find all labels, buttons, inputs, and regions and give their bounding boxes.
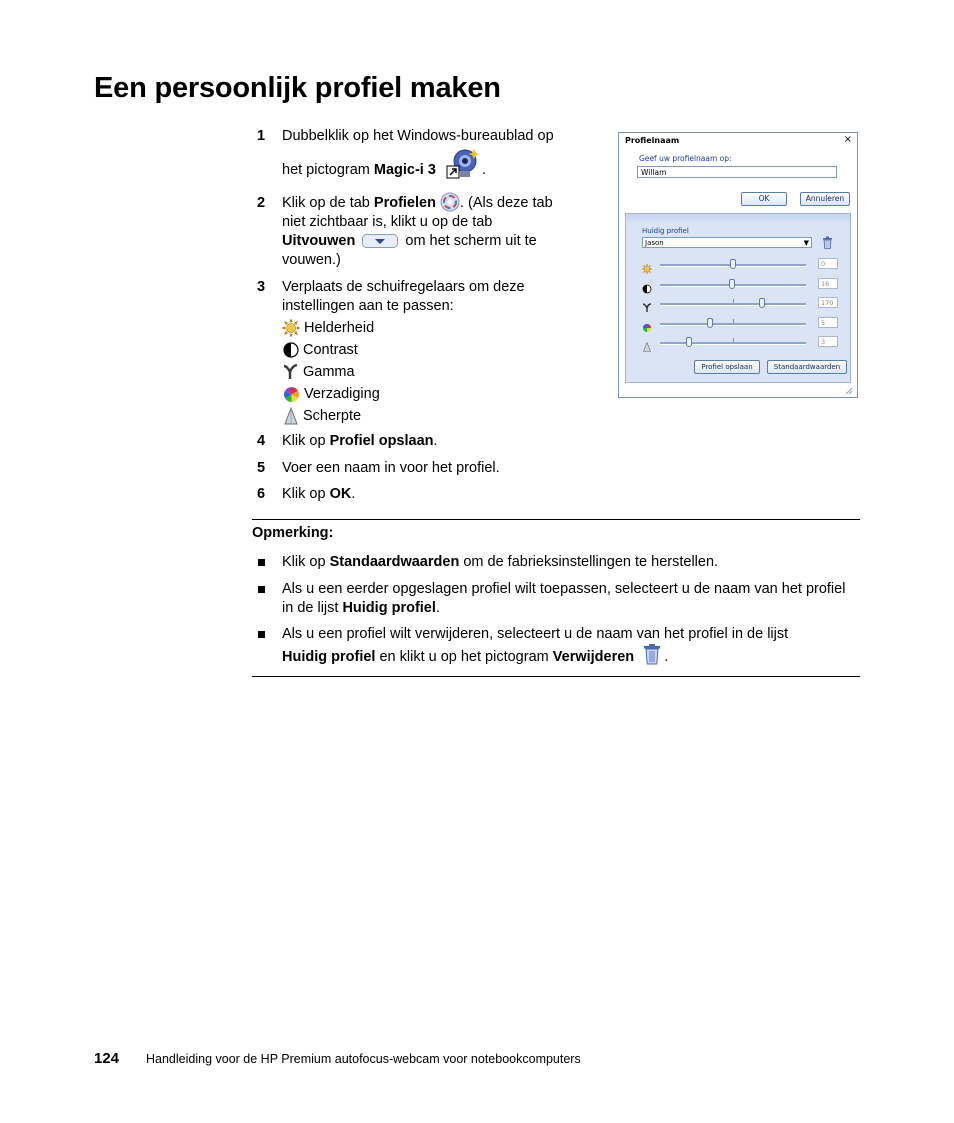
step-1 xyxy=(257,127,597,187)
profile-name-dialog xyxy=(618,132,858,398)
panel-header xyxy=(626,214,850,224)
color-wheel-icon xyxy=(642,318,652,337)
step-4 xyxy=(257,432,597,452)
current-profile-label: Huidig profiel xyxy=(642,227,689,235)
step-number: 2 xyxy=(257,195,266,211)
note-item-defaults: Klik op Standaardwaarden om de fabrieksinstellingen te herstellen. xyxy=(282,553,852,572)
slider-value-sharpness[interactable]: 3 xyxy=(818,336,838,347)
step-text: Voer een naam in voor het profiel. xyxy=(282,460,500,476)
contrast-icon xyxy=(283,342,299,358)
slider-value-saturation[interactable]: 5 xyxy=(818,317,838,328)
note-title: Opmerking: xyxy=(252,525,334,541)
magic-i-webcam-icon xyxy=(446,146,480,180)
dialog-title: Profielnaam xyxy=(625,136,680,145)
slider-row-contrast xyxy=(642,278,847,292)
slider-thumb-saturation[interactable] xyxy=(707,318,713,328)
step-number: 4 xyxy=(257,433,266,449)
profile-name-prompt: Geef uw profielnaam op: xyxy=(639,154,732,163)
delete-trash-icon[interactable] xyxy=(822,236,833,249)
step-3 xyxy=(257,278,597,318)
sharpness-icon xyxy=(283,407,299,425)
page-number: 124 xyxy=(94,1050,120,1067)
slider-thumb-brightness[interactable] xyxy=(730,259,736,269)
step-text: Klik op Profiel opslaan. xyxy=(282,433,438,449)
step-text: Klik op de tab Profielen . (Als deze tab niet zichtbaar is, klikt u op de tab Uitvouwen om het scherm uit te vouwen.) xyxy=(282,194,592,270)
slider-track-sharpness[interactable] xyxy=(660,342,806,345)
resize-grip-icon[interactable] xyxy=(844,386,853,395)
cancel-button[interactable]: Annuleren xyxy=(800,192,850,206)
step-text: Dubbelklik op het Windows-bureaublad op het pictogram Magic-i 3 . xyxy=(282,127,554,180)
sharpness-icon xyxy=(642,337,652,356)
defaults-button[interactable]: Standaardwaarden xyxy=(767,360,847,374)
step-number: 5 xyxy=(257,460,266,476)
sun-icon xyxy=(282,319,300,337)
slider-default-tick xyxy=(733,319,734,323)
setting-contrast: Contrast xyxy=(282,341,358,360)
slider-row-sharpness xyxy=(642,336,847,350)
note-item-delete-profile: Als u een profiel wilt verwijderen, selecteert u de naam van het profiel in de lijst Huidig profiel en klikt u op het pictogram Verwijderen . xyxy=(282,625,852,667)
slider-thumb-sharpness[interactable] xyxy=(686,337,692,347)
slider-thumb-gamma[interactable] xyxy=(759,298,765,308)
profile-name-input[interactable]: Willam xyxy=(637,166,837,178)
slider-track-gamma[interactable] xyxy=(660,303,806,306)
profiles-tab-icon xyxy=(440,192,460,212)
slider-track-saturation[interactable] xyxy=(660,323,806,326)
slider-row-brightness xyxy=(642,258,847,272)
close-icon[interactable]: × xyxy=(843,134,852,145)
color-wheel-icon xyxy=(283,386,300,403)
slider-value-brightness[interactable]: 0 xyxy=(818,258,838,269)
slider-thumb-contrast[interactable] xyxy=(729,279,735,289)
slider-default-tick xyxy=(733,299,734,303)
gamma-icon xyxy=(642,298,652,317)
step-number: 6 xyxy=(257,486,266,502)
slider-default-tick xyxy=(733,338,734,342)
gamma-icon xyxy=(283,364,299,380)
step-text: Verplaats de schuifregelaars om deze instellingen aan te passen: xyxy=(282,279,525,314)
step-2 xyxy=(257,194,597,272)
delete-trash-icon xyxy=(642,643,662,665)
dropdown-arrow-icon: ▼ xyxy=(803,239,809,247)
note-divider-bottom xyxy=(252,676,860,677)
expand-chevron-icon xyxy=(362,234,398,248)
ok-button[interactable]: OK xyxy=(741,192,787,206)
slider-row-saturation xyxy=(642,317,847,331)
note-divider-top xyxy=(252,519,860,520)
footer-text: Handleiding voor de HP Premium autofocus-webcam voor notebookcomputers xyxy=(146,1052,581,1066)
step-6 xyxy=(257,485,597,505)
sun-icon xyxy=(642,259,652,278)
step-5 xyxy=(257,459,597,479)
profile-panel xyxy=(625,213,851,383)
step-number: 3 xyxy=(257,279,266,295)
setting-brightness: Helderheid xyxy=(282,319,374,338)
setting-saturation: Verzadiging xyxy=(282,385,380,404)
slider-row-gamma xyxy=(642,297,847,311)
step-text: Klik op OK. xyxy=(282,486,356,502)
current-profile-select[interactable]: Jason ▼ xyxy=(642,237,812,248)
slider-value-contrast[interactable]: 16 xyxy=(818,278,838,289)
step-number: 1 xyxy=(257,128,266,144)
note-item-apply-profile: Als u een eerder opgeslagen profiel wilt toepassen, selecteert u de naam van het profiel in de lijst Huidig profiel. xyxy=(282,580,852,618)
setting-gamma: Gamma xyxy=(282,363,355,382)
contrast-icon xyxy=(642,279,652,298)
save-profile-button[interactable]: Profiel opslaan xyxy=(694,360,760,374)
page-title: Een persoonlijk profiel maken xyxy=(94,72,501,104)
slider-value-gamma[interactable]: 170 xyxy=(818,297,838,308)
setting-sharpness: Scherpte xyxy=(282,407,361,426)
